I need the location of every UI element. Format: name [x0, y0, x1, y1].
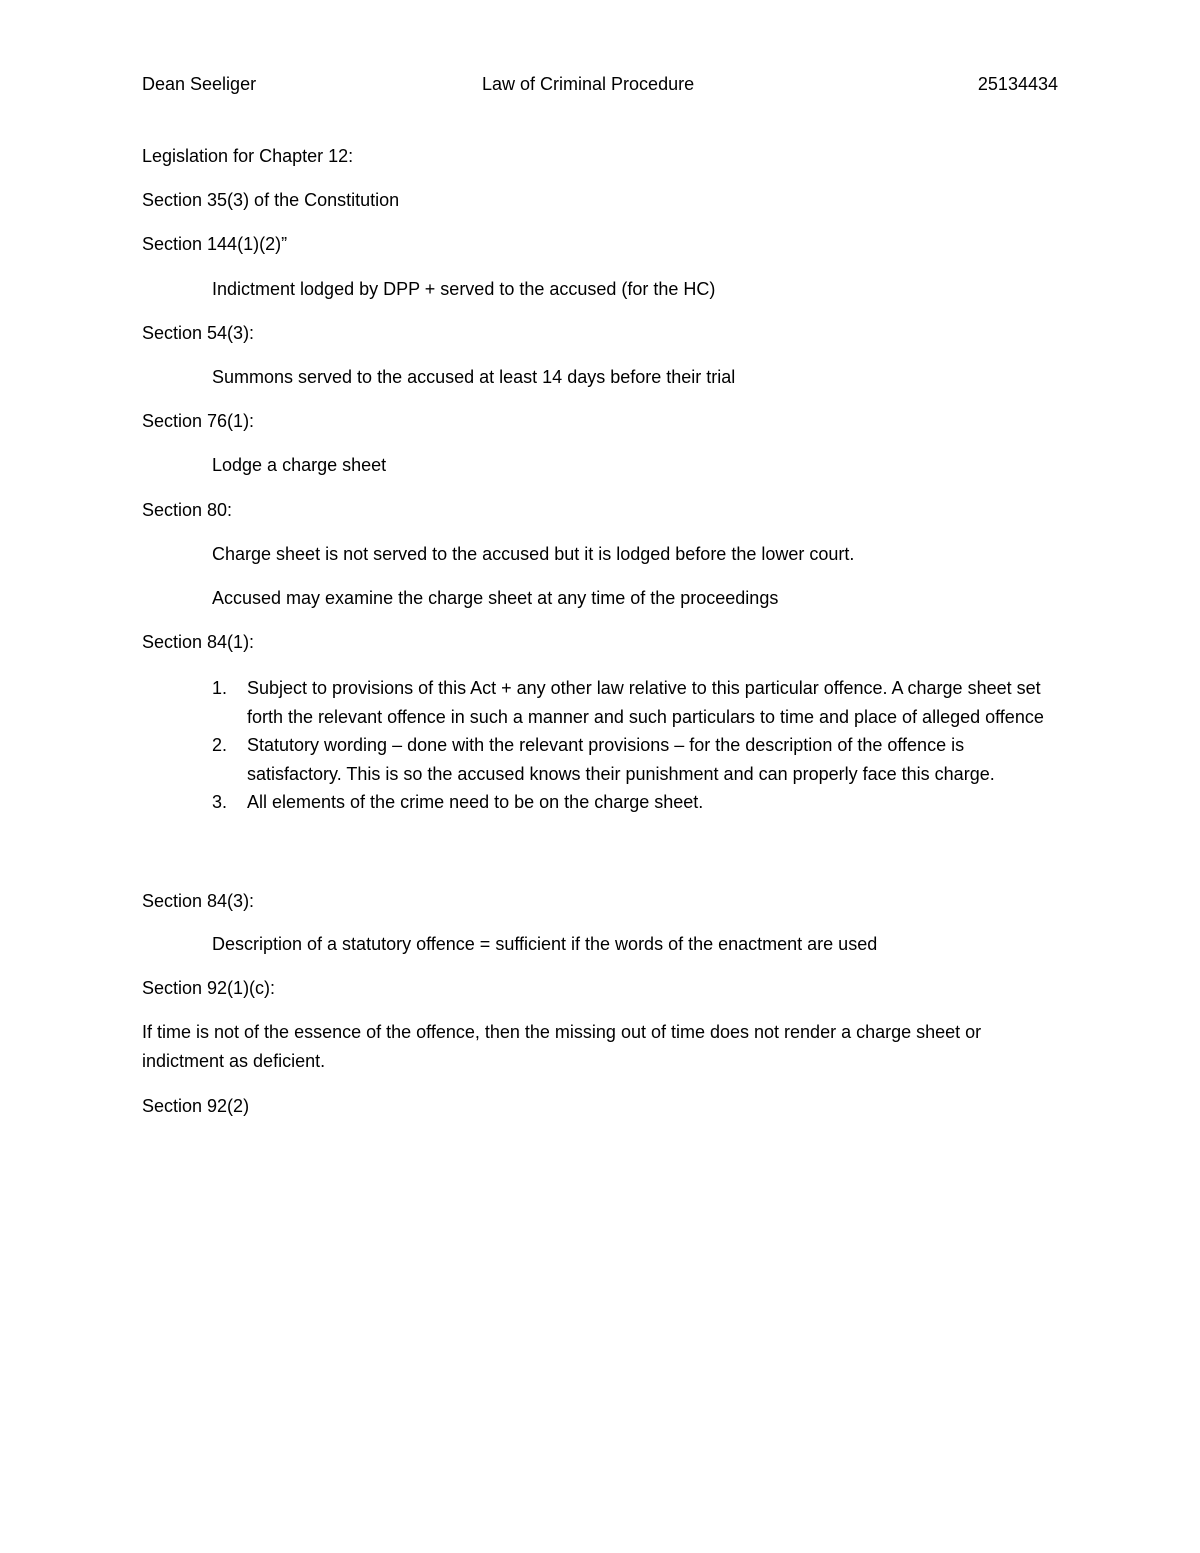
section-144-heading: Section 144(1)(2)” [142, 234, 288, 254]
page-header [142, 74, 1058, 98]
section-76-text: Lodge a charge sheet [212, 455, 387, 475]
section-144-text: Indictment lodged by DPP + served to the accused (for the HC) [212, 279, 716, 299]
header-course: Law of Criminal Procedure [482, 74, 695, 94]
section-92-1c-heading: Section 92(1)(c): [142, 978, 276, 998]
header-author: Dean Seeliger [142, 74, 257, 94]
section-35-heading: Section 35(3) of the Constitution [142, 190, 400, 210]
header-student-number: 25134434 [977, 74, 1058, 94]
section-54-heading: Section 54(3): [142, 323, 255, 343]
list-item-text: Subject to provisions of this Act + any other law relative to this particular offence. A charge sheet set forth the relevant offence in such a manner and such particulars to time and place of alleged offence [247, 678, 1044, 727]
list-item-text: Statutory wording – done with the relevant provisions – for the description of the offence is satisfactory. This is so the accused knows their punishment and can properly face this charge. [247, 735, 995, 784]
section-84-1-heading: Section 84(1): [142, 632, 255, 652]
list-item-number: 1. [212, 678, 228, 698]
list-item [142, 674, 1062, 731]
section-84-1-list [142, 674, 1062, 817]
list-item [142, 788, 1062, 817]
section-84-3-heading: Section 84(3): [142, 891, 255, 911]
section-80-heading: Section 80: [142, 500, 233, 520]
section-80-text-2: Accused may examine the charge sheet at any time of the proceedings [212, 588, 779, 608]
list-item-number: 3. [212, 792, 228, 812]
intro-heading: Legislation for Chapter 12: [142, 146, 354, 166]
section-76-heading: Section 76(1): [142, 411, 255, 431]
list-item [142, 731, 1062, 788]
section-92-1c-text: If time is not of the essence of the offence, then the missing out of time does not render a charge sheet or indictment as deficient. [142, 1022, 982, 1071]
list-item-number: 2. [212, 735, 228, 755]
section-80-text-1: Charge sheet is not served to the accused but it is lodged before the lower court. [212, 544, 855, 564]
section-92-2-heading: Section 92(2) [142, 1096, 250, 1116]
section-54-text: Summons served to the accused at least 14 days before their trial [212, 367, 736, 387]
list-item-text: All elements of the crime need to be on the charge sheet. [247, 792, 704, 812]
section-84-3-text: Description of a statutory offence = sufficient if the words of the enactment are used [212, 934, 878, 954]
